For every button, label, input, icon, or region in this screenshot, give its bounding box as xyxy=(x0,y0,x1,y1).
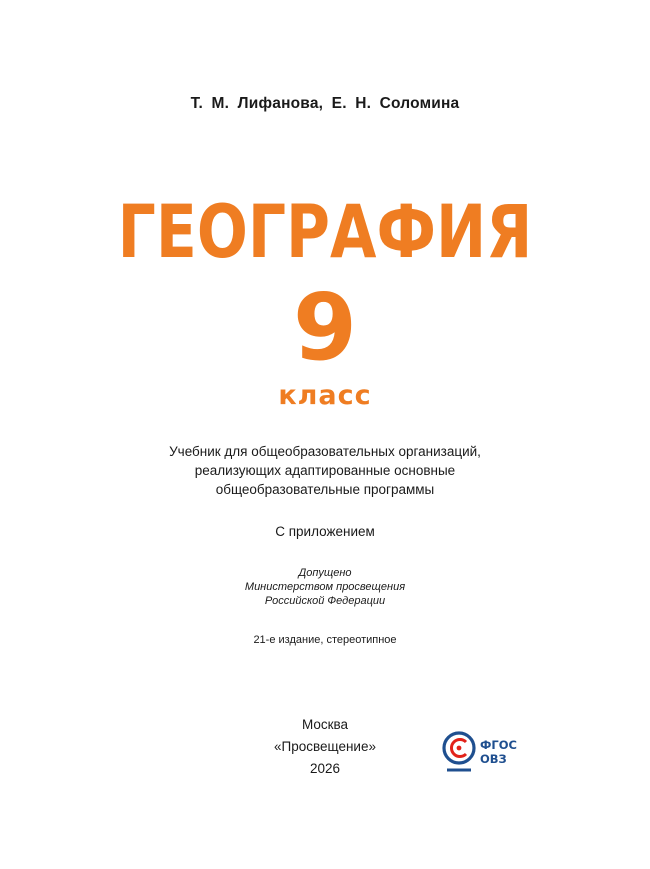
logo-line: ОВЗ xyxy=(480,752,507,766)
book-title: ГЕОГРАФИЯ xyxy=(117,190,533,276)
fgos-ovz-logo xyxy=(442,730,542,774)
appendix-note: С приложением xyxy=(275,524,375,539)
description-line: общеобразовательные программы xyxy=(215,482,435,497)
publication-year: 2026 xyxy=(309,761,341,776)
grade-word: класс xyxy=(278,380,372,411)
publisher-city: Москва xyxy=(301,717,349,732)
approval-line: Допущено xyxy=(298,567,352,579)
edition-note: 21-е издание, стереотипное xyxy=(253,634,397,646)
fgos-ovz-icon xyxy=(442,730,476,774)
authors: Т. М. Лифанова, Е. Н. Соломина xyxy=(190,95,460,112)
fgos-ovz-text xyxy=(480,738,517,766)
description xyxy=(0,442,650,499)
logo-line: ФГОС xyxy=(480,738,517,752)
approval-note xyxy=(0,566,650,608)
description-line: реализующих адаптированные основные xyxy=(194,463,456,478)
approval-line: Российской Федерации xyxy=(264,595,386,607)
grade-number: 9 xyxy=(292,274,357,381)
description-line: Учебник для общеобразовательных организаций, xyxy=(169,444,481,459)
publisher-block xyxy=(0,714,650,780)
publisher-name: «Просвещение» xyxy=(274,739,376,754)
approval-line: Министерством просвещения xyxy=(244,581,406,593)
